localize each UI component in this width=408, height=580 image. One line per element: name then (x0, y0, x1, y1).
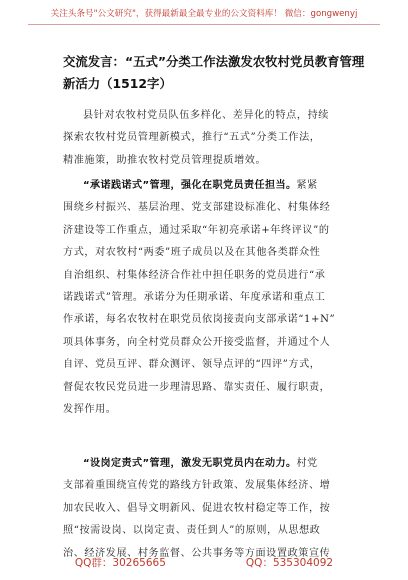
text-line: 项具体事务，向全村党员群众公开接受监督，并通过个人 (63, 336, 331, 348)
text-line: 济建设等工作重点，通过采取“年初亮承诺+年终评议”的 (63, 224, 330, 236)
header-banner: 关注头条号"公文研究"，获得最新最全最专业的公文资料库！ 微信：gongwenyj (50, 9, 358, 19)
text-line: 县针对农牧村党员队伍多样化、差异化的特点，持续 (83, 110, 329, 121)
text-line: 督促农牧民党员进一步理清思路、靠实责任、履行职责， (63, 381, 331, 393)
text-line: 支部着重围绕宣传党的路线方针政策、发展集体经济、增 (63, 480, 331, 492)
paragraph-intro (63, 105, 351, 172)
text-line: 自治组织、村集体经济合作社中担任职务的党员进行“承 (63, 269, 326, 281)
text-line: 发挥作用。 (63, 404, 117, 416)
footer-qq-group: QQ群：30265665 (74, 557, 166, 569)
text-line: 精准施策，助推农牧村党员管理提质增效。 (63, 154, 267, 166)
text-fragment: 紧紧 (296, 180, 318, 191)
title-line: 交流发言：“五式”分类工作法激发农牧村党员教育管理 (63, 54, 365, 69)
text-line: 诺践诺式”管理。承诺分为任期承诺、年度承诺和重点工 (63, 292, 326, 304)
paragraph-post-setting (63, 453, 351, 565)
text-line: 加农民收入、倡导文明新风、促进农牧村稳定等工作，按 (63, 502, 331, 514)
header-divider (28, 24, 380, 25)
text-line: 围绕乡村振兴、基层治理、党支部建设标准化、村集体经 (63, 202, 331, 214)
section-heading: “承诺践诺式”管理，强化在职党员责任担当。 (83, 180, 297, 191)
footer-contact (0, 555, 408, 570)
paragraph-commitment (63, 175, 351, 421)
text-line: 方式，对农牧村“两委”班子成员以及在其他各类群众性 (63, 247, 321, 259)
text-line: 自评、党员互评、群众测评、领导点评的“四评”方式， (63, 359, 321, 371)
text-line (63, 175, 351, 197)
text-line: 探索农牧村党员管理新模式，推行“五式”分类工作法， (63, 132, 321, 144)
text-line: 治、经济发展、村务监督、公共事务等方面设置政策宣传 (63, 547, 331, 559)
page-title (63, 51, 363, 95)
text-line (63, 453, 351, 475)
text-line: 照“按需设岗、以岗定责、责任到人”的原则，从思想政 (63, 525, 321, 537)
text-fragment: 村党 (296, 458, 318, 469)
section-heading: “设岗定责式”管理，激发无职党员内在动力。 (83, 458, 297, 469)
text-line: 作承诺，每名农牧村在职党员依岗接责向支部承诺“1+N” (63, 314, 336, 326)
title-line: 新活力（1512字） (63, 76, 172, 91)
footer-qq: QQ：535304092 (245, 557, 334, 569)
